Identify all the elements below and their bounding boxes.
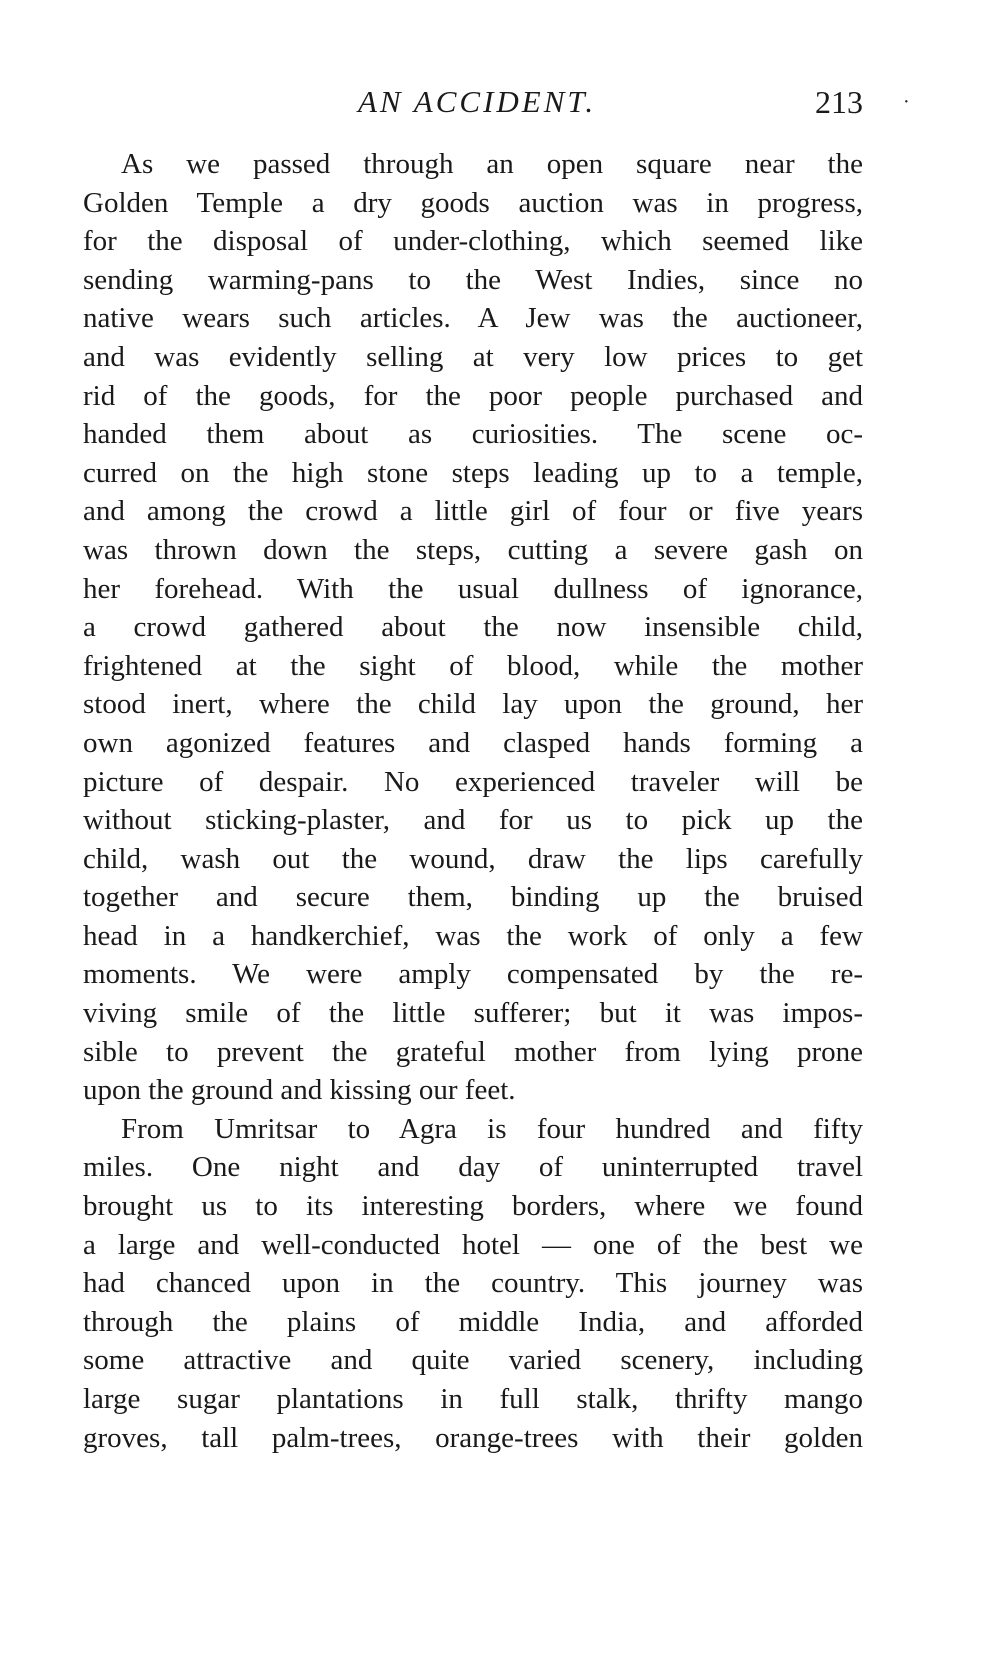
text-line: miles. One night and day of uninterrupted travel [83,1151,863,1184]
text-line: for the disposal of under-clothing, which seemed like [83,225,863,258]
text-line: a large and well-conducted hotel — one of the best we [83,1228,863,1261]
text-line: From Umritsar to Agra is four hundred and fifty [121,1112,863,1145]
text-line: own agonized features and clasped hands forming a [83,726,863,759]
text-line: together and secure them, binding up the bruised [83,881,863,914]
text-line: Golden Temple a dry goods auction was in progress, [83,186,863,219]
body-text [83,145,863,1457]
page-number: 213 [815,84,863,120]
text-line: head in a handkerchief, was the work of only a few [83,919,863,952]
text-line: child, wash out the wound, draw the lips carefully [83,842,863,875]
text-line: groves, tall palm-trees, orange-trees with their golden [83,1421,863,1454]
text-line: a crowd gathered about the now insensible child, [83,611,863,644]
text-line: through the plains of middle India, and afforded [83,1305,863,1338]
text-line: large sugar plantations in full stalk, thrifty mango [83,1383,863,1415]
running-title: AN ACCIDENT. [358,84,597,119]
text-line: brought us to its interesting borders, where we found [83,1190,863,1223]
text-line: curred on the high stone steps leading up to a temple, [83,456,863,489]
text-line: some attractive and quite varied scenery, including [83,1344,863,1377]
text-line: stood inert, where the child lay upon the ground, her [83,688,863,721]
text-line: handed them about as curiosities. The scene oc- [83,418,863,451]
text-line: picture of despair. No experienced traveler will be [83,765,863,798]
text-line: As we passed through an open square near the [121,148,863,180]
text-line: frightened at the sight of blood, while the mother [83,649,863,682]
text-line: and was evidently selling at very low prices to get [83,340,863,373]
text-line: had chanced upon in the country. This journey was [83,1267,863,1300]
paragraph-1 [83,145,863,1110]
text-line: viving smile of the little sufferer; but it was impos- [83,997,863,1030]
paragraph-2 [83,1110,863,1457]
text-line: without sticking-plaster, and for us to pick up the [83,804,863,837]
text-line: native wears such articles. A Jew was the auctioneer, [83,302,863,335]
text-line: was thrown down the steps, cutting a severe gash on [83,533,863,566]
text-line: upon the ground and kissing our feet. [83,1074,516,1107]
page-header [0,82,986,126]
text-line: her forehead. With the usual dullness of ignorance, [83,572,863,605]
text-line: sible to prevent the grateful mother from lying prone [83,1035,863,1068]
text-line: rid of the goods, for the poor people purchased and [83,379,863,412]
stray-mark: · [903,91,910,113]
text-line: moments. We were amply compensated by the re- [83,958,863,991]
text-line: sending warming-pans to the West Indies, since no [83,263,863,296]
text-line: and among the crowd a little girl of four or five years [83,495,863,528]
